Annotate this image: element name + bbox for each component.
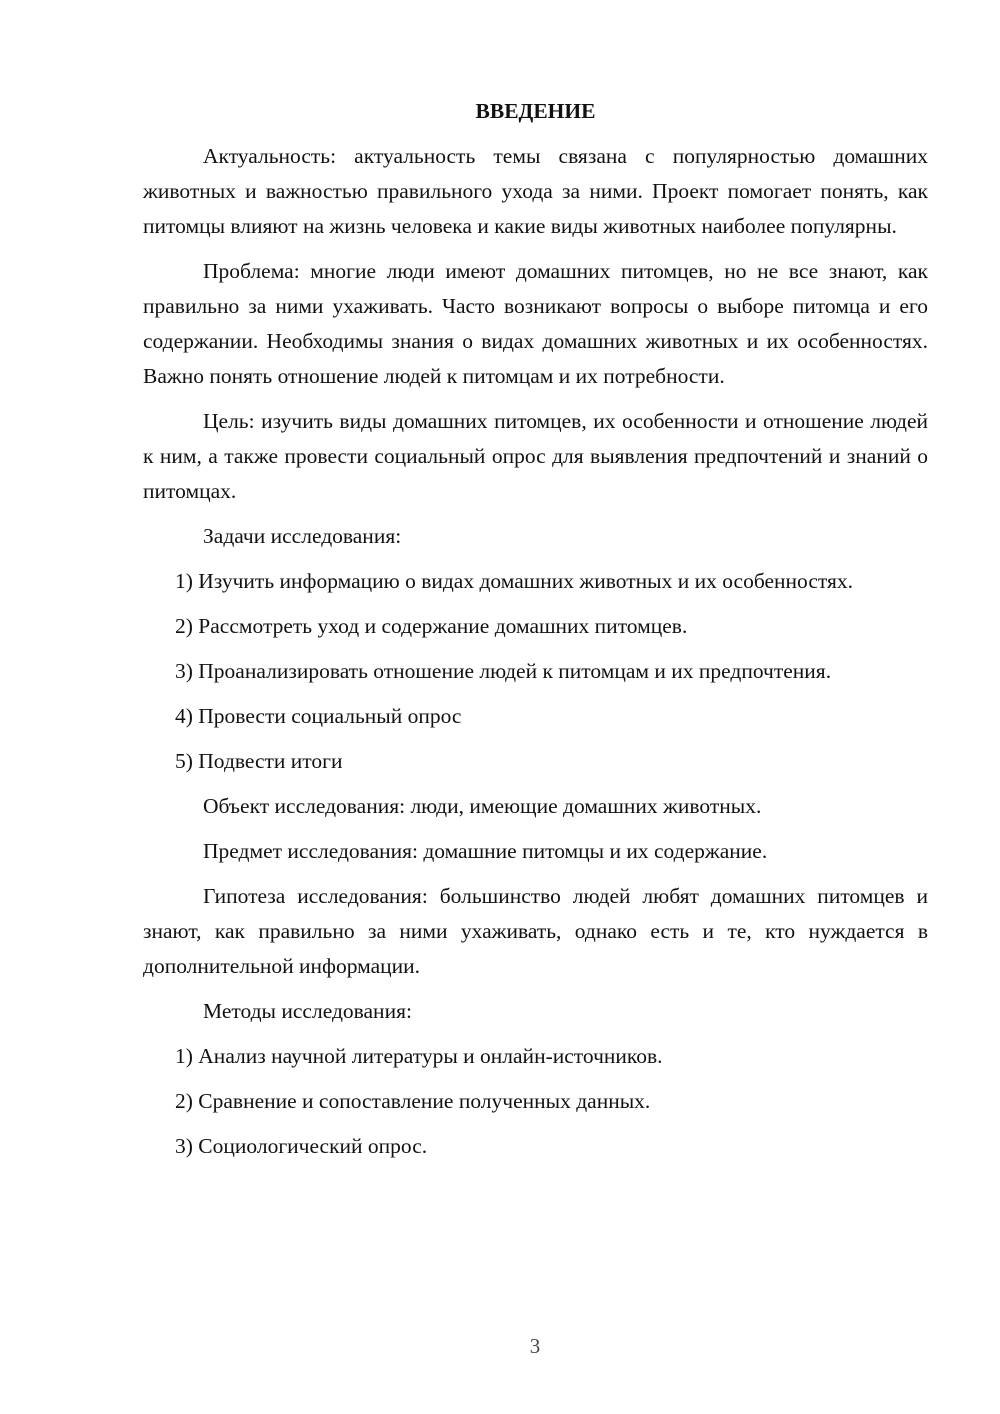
task-item: 5) Подвести итоги [175, 749, 343, 773]
paragraph-relevance: Актуальность: актуальность темы связана с популярностью домашних животных и важностью правильного ухода за ними. Проект помогает понять, как питомцы влияют на жизнь человека и какие виды животных наиболее популярны. [143, 144, 928, 238]
method-item: 1) Анализ научной литературы и онлайн-источников. [175, 1044, 663, 1068]
method-item: 3) Социологический опрос. [175, 1134, 428, 1158]
task-item: 1) Изучить информацию о видах домашних животных и их особенностях. [175, 569, 853, 593]
page-number: 3 [529, 1334, 541, 1358]
task-item: 4) Провести социальный опрос [175, 704, 462, 728]
task-item: 3) Проанализировать отношение людей к питомцам и их предпочтения. [175, 659, 832, 683]
paragraph-goal: Цель: изучить виды домашних питомцев, их особенности и отношение людей к ним, а также провести социальный опрос для выявления предпочтений и знаний о питомцах. [143, 409, 928, 503]
page-title: ВВЕДЕНИЕ [475, 99, 596, 123]
paragraph-hypothesis: Гипотеза исследования: большинство людей любят домашних питомцев и знают, как правильно за ними ухаживать, однако есть и те, кто нуждается в дополнительной информации. [143, 884, 928, 978]
task-item: 2) Рассмотреть уход и содержание домашних питомцев. [175, 614, 688, 638]
methods-heading: Методы исследования: [203, 999, 412, 1023]
document-page [143, 94, 928, 1174]
method-item: 2) Сравнение и сопоставление полученных данных. [175, 1089, 651, 1113]
paragraph-problem: Проблема: многие люди имеют домашних питомцев, но не все знают, как правильно за ними ухаживать. Часто возникают вопросы о выборе питомца и его содержании. Необходимы знания о видах домашних животных и их особенностях. Важно понять отношение людей к питомцам и их потребности. [143, 259, 928, 388]
paragraph-subject: Предмет исследования: домашние питомцы и их содержание. [203, 839, 768, 863]
tasks-heading: Задачи исследования: [203, 524, 402, 548]
paragraph-object: Объект исследования: люди, имеющие домашних животных. [203, 794, 762, 818]
